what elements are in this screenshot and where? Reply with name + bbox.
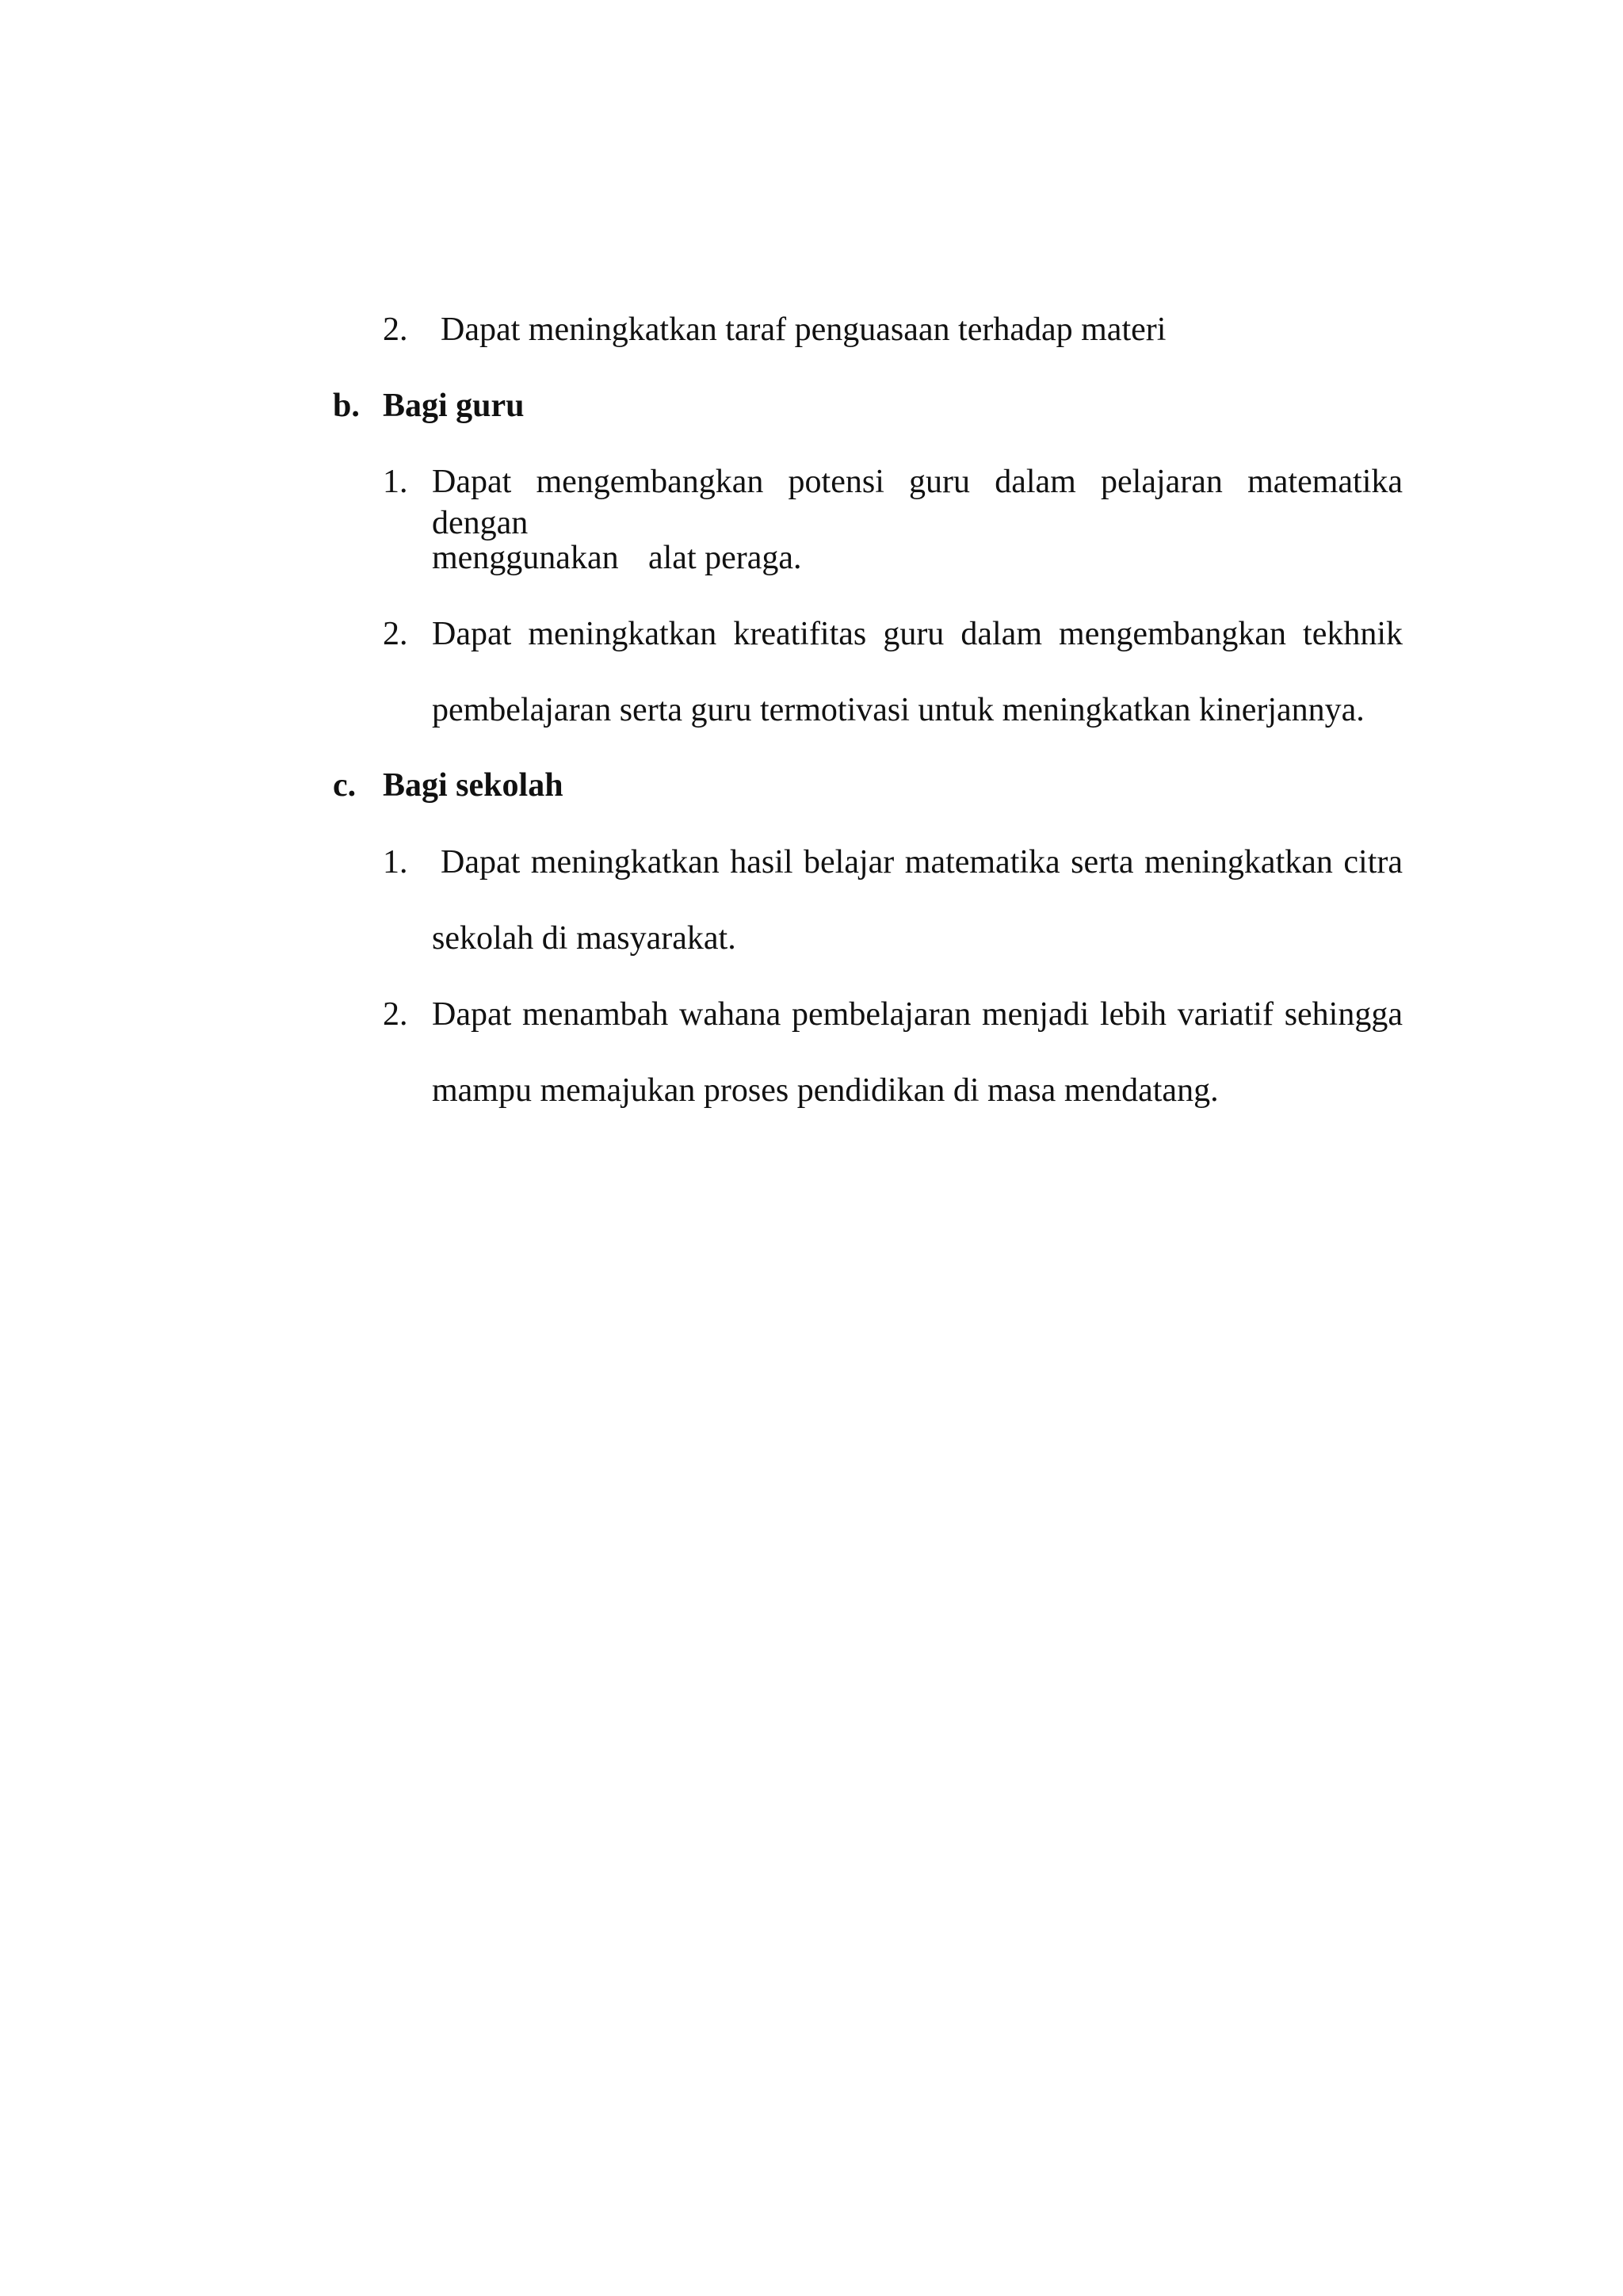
list-item-text: Dapat meningkatkan hasil belajar matematika serta meningkatkan citra	[441, 844, 1403, 881]
section-heading: Bagi sekolah	[383, 767, 563, 804]
section-letter: c.	[333, 767, 357, 804]
list-item-text-continued: mampu memajukan proses pendidikan di masa mendatang.	[432, 1072, 1219, 1109]
list-item-text: Dapat meningkatkan taraf penguasaan terhadap materi	[441, 311, 1167, 348]
list-item-text: Dapat meningkatkan kreatifitas guru dalam mengembangkan tekhnik	[432, 616, 1403, 652]
list-item-text-continued: alat peraga.	[648, 540, 802, 576]
list-item-text: Dapat mengembangkan potensi guru dalam pelajaran matematika dengan	[432, 464, 1403, 541]
list-item-text-continued: menggunakan	[432, 540, 619, 576]
list-number: 1.	[383, 844, 408, 881]
list-number: 2.	[383, 311, 408, 348]
list-item-text-continued: sekolah di masyarakat.	[432, 920, 736, 957]
list-number: 1.	[383, 464, 408, 500]
list-number: 2.	[383, 616, 408, 652]
list-number: 2.	[383, 996, 408, 1033]
section-heading: Bagi guru	[383, 388, 525, 424]
section-letter: b.	[333, 388, 360, 424]
list-item-text: Dapat menambah wahana pembelajaran menjadi lebih variatif sehingga	[432, 996, 1403, 1033]
list-item-text-continued: pembelajaran serta guru termotivasi untuk meningkatkan kinerjannya.	[432, 692, 1365, 728]
